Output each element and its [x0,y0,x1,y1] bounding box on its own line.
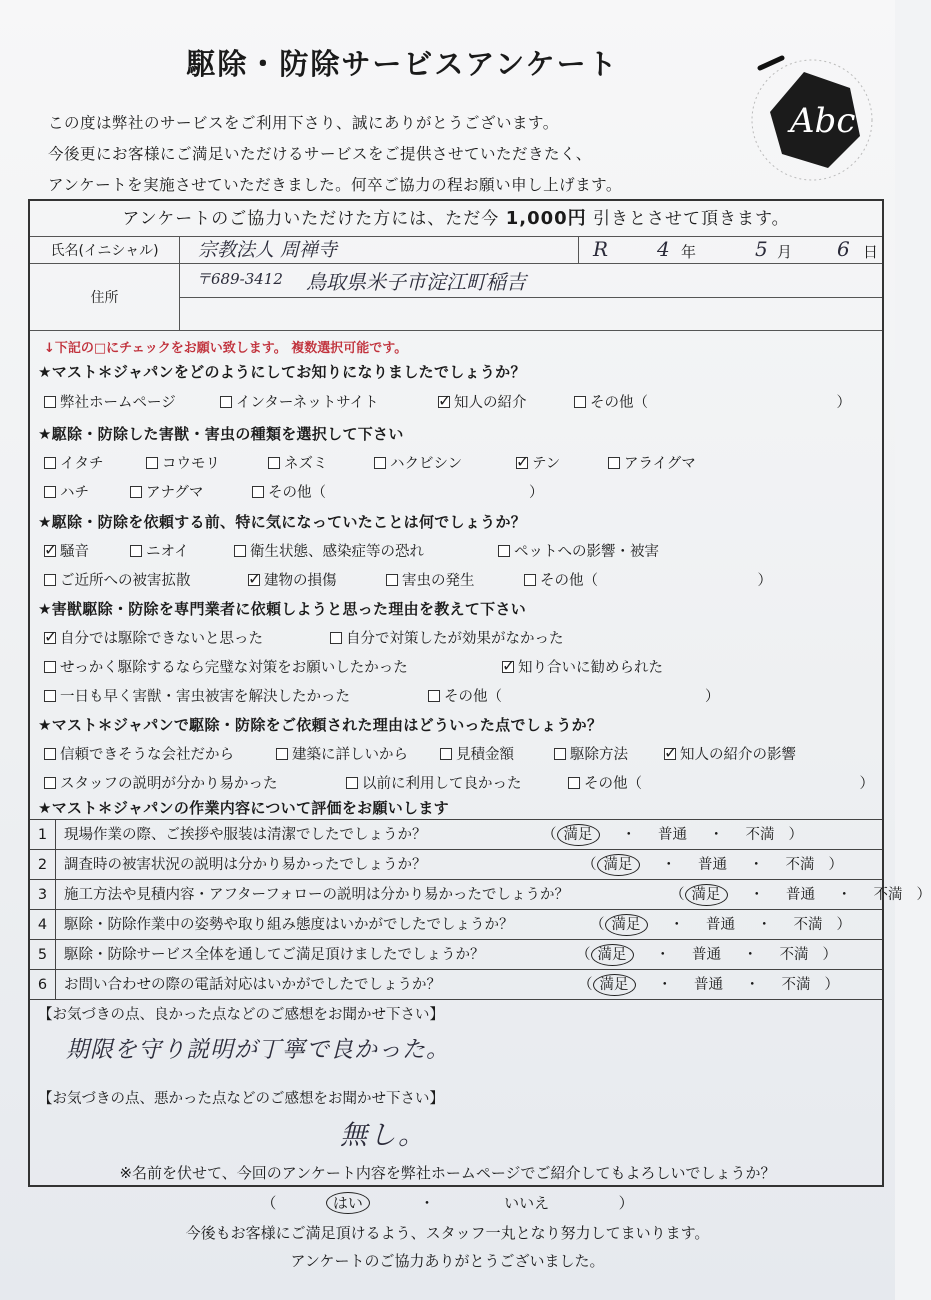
paren-open: （ [578,977,593,993]
checkbox-icon[interactable] [130,545,142,557]
date-era: R [593,237,609,261]
checkbox-icon[interactable] [130,486,142,498]
rating-neutral-option[interactable]: 普通 [698,857,727,873]
q4-option-6[interactable]: その他（ ） [428,685,720,706]
choice-separator: ・ [709,827,724,843]
evaluation-row [30,939,882,969]
question-3: ★駆除・防除を依頼する前、特に気になっていたことは何でしょうか？ [38,513,527,531]
q2-option-1[interactable]: イタチ [44,452,104,473]
intro-line-2: 今後更にお客様にご満足いただけるサービスをご提供させていただきたく、 [48,145,592,163]
paren-close: ） [828,857,843,873]
rating-dissatisfied-option[interactable]: 不満 [779,947,809,963]
address-label: 住所 [30,264,180,330]
checkbox-icon[interactable] [252,486,264,498]
evaluation-row [30,849,882,879]
q2-option-8[interactable]: アナグマ [130,481,203,502]
checkbox-checked-icon[interactable] [44,632,56,644]
name-field[interactable]: 宗教法人 周禅寺 [198,239,338,261]
evaluation-row-number: 2 [30,850,56,879]
page-title: 駆除・防除サービスアンケート [186,47,619,81]
discount-banner [30,201,882,237]
checkbox-icon[interactable] [568,777,580,789]
thanks-line-2: アンケートのご協力ありがとうございました。 [290,1252,605,1270]
q5-option-4[interactable]: 駆除方法 [554,743,628,764]
checkbox-checked-icon[interactable] [664,748,676,760]
rating-dissatisfied-option[interactable]: 不満 [745,827,775,843]
rating-dissatisfied-option[interactable]: 不満 [873,887,903,903]
survey-form [28,199,931,1187]
thanks-line-1: 今後もお客様にご満足頂けるよう、スタッフ一丸となり努力してまいります。 [185,1224,710,1242]
checkbox-icon[interactable] [574,396,586,408]
date-month-label: 月 [777,243,793,261]
evaluation-choices [576,940,837,970]
q5-option-3[interactable]: 見積金額 [440,743,514,764]
evaluation-choices [542,820,803,850]
date-year: 4 [657,237,670,261]
q1-option-4[interactable]: その他（ ） [574,391,851,412]
paren-open: （ [542,827,557,843]
name-label: 氏名(イニシャル) [30,237,180,263]
discount-text-after: 引きとさせて頂きます。 [593,209,790,229]
consent-yes-option[interactable]: はい [326,1192,370,1214]
checkbox-icon[interactable] [268,457,280,469]
paren-close: ） [824,977,839,993]
rating-neutral-option[interactable]: 普通 [658,827,687,843]
checkbox-icon[interactable] [44,748,56,760]
q1-option-3[interactable]: ✓ 知人の紹介 [438,391,527,412]
checkbox-icon[interactable] [44,486,56,498]
feedback-divider-top [30,999,882,1000]
checkbox-icon[interactable] [44,457,56,469]
choice-separator: ・ [669,917,684,933]
rating-dissatisfied-option[interactable]: 不満 [785,857,815,873]
company-logo [742,50,882,190]
evaluation-row-number: 3 [30,880,56,909]
evaluation-question: お問い合わせの際の電話対応はいかがでしたでしょうか？ [64,977,441,993]
paren-close: ） [822,947,837,963]
rating-satisfied-option[interactable]: 満足 [685,884,728,906]
choice-separator: ・ [749,887,764,903]
rating-neutral-option[interactable]: 普通 [786,887,815,903]
checkbox-icon[interactable] [440,748,452,760]
q2-option-2[interactable]: コウモリ [146,452,220,473]
date-year-label: 年 [681,243,697,261]
evaluation-row-number: 1 [30,820,56,849]
paren-close: ） [916,887,931,903]
choice-separator: ・ [743,947,758,963]
checkbox-icon[interactable] [386,574,398,586]
checkbox-checked-icon[interactable] [44,545,56,557]
checkbox-icon[interactable] [44,690,56,702]
checkbox-icon[interactable] [554,748,566,760]
q3-option-3[interactable]: 衛生状態、感染症等の恐れ [234,540,424,561]
date-month: 5 [755,237,768,261]
question-5: ★マスト＊ジャパンで駆除・防除をご依頼された理由はどういった点でしょうか？ [38,716,603,734]
rating-satisfied-option[interactable]: 満足 [605,914,648,936]
choice-separator: ・ [757,917,772,933]
question-1: ★マスト＊ジャパンをどのようにしてお知りになりましたでしょうか？ [38,363,526,381]
q2-option-4[interactable]: ハクビシン [374,452,462,473]
consent-question: ※名前を伏せて、今回のアンケート内容を弊社ホームページでご紹介してもよろしいでしょうか？ [119,1164,776,1182]
q5-option-8[interactable]: その他（ ） [568,772,874,793]
checkbox-checked-icon[interactable] [502,661,514,673]
check-notice: ↓下記の□にチェックをお願い致します。 複数選択可能です。 [44,341,408,356]
choice-separator: ・ [745,977,760,993]
logo-lettering: Abc [790,101,856,141]
q2-option-9[interactable]: その他（ ） [252,481,544,502]
intro-line-3: アンケートを実施させていただきました。何卒ご協力の程お願い申し上げます。 [48,176,622,194]
paren-open: （ [670,887,685,903]
evaluation-choices [582,850,843,880]
q4-option-5[interactable]: 一日も早く害獣・害虫被害を解決したかった [44,685,350,706]
paren-open: （ [582,857,597,873]
q2-option-5[interactable]: ✓ テン [516,452,560,473]
address-field[interactable]: 鳥取県米子市淀江町稲吉 [306,270,526,294]
zip-field[interactable]: 〒689-3412 [196,270,283,288]
checkbox-icon[interactable] [44,661,56,673]
q4-option-4[interactable]: ✓ 知り合いに勧められた [502,656,663,677]
checkbox-icon[interactable] [146,457,158,469]
evaluation-heading: ★マスト＊ジャパンの作業内容について評価をお願いします [38,799,449,817]
consent-no-option[interactable]: いいえ [504,1194,550,1212]
checkbox-checked-icon[interactable] [438,396,450,408]
q3-option-8[interactable]: その他（ ） [524,569,772,590]
q3-option-4[interactable]: ペットへの影響・被害 [498,540,659,561]
evaluation-row [30,819,882,849]
bad-feedback-field[interactable]: 無し。 [340,1120,427,1151]
good-feedback-field[interactable]: 期限を守り説明が丁寧で良かった。 [66,1037,450,1063]
date-day: 6 [837,237,850,261]
checkbox-icon[interactable] [276,748,288,760]
q4-option-3[interactable]: せっかく駆除するなら完璧な対策をお願いしたかった [44,656,408,677]
checkbox-icon[interactable] [374,457,386,469]
q2-option-6[interactable]: アライグマ [608,452,696,473]
evaluation-row [30,909,882,939]
rating-satisfied-option[interactable]: 満足 [597,854,640,876]
paren-close: ） [836,917,851,933]
evaluation-choices [670,880,931,910]
checkbox-icon[interactable] [346,777,358,789]
q4-option-1[interactable]: ✓自分では駆除できないと思った [44,627,263,648]
rating-neutral-option[interactable]: 普通 [694,977,723,993]
choice-separator: ・ [657,977,672,993]
q3-option-6[interactable]: ✓ 建物の損傷 [248,569,337,590]
question-4: ★害獣駆除・防除を専門業者に依頼しようと思った理由を教えて下さい [38,600,527,618]
checkbox-icon[interactable] [524,574,536,586]
choice-separator: ・ [661,857,676,873]
evaluation-choices [590,910,851,940]
discount-text-before: アンケートのご協力いただけた方には、ただ今 [122,209,500,229]
evaluation-row-number: 4 [30,910,56,939]
evaluation-row [30,969,882,999]
intro-line-1: この度は弊社のサービスをご利用下さり、誠にありがとうございます。 [48,114,559,132]
evaluation-choices [578,970,839,1000]
intro-text [48,108,622,201]
q3-option-7[interactable]: 害虫の発生 [386,569,475,590]
q5-option-7[interactable]: 以前に利用して良かった [346,772,522,793]
paren-open: （ [590,917,605,933]
checkbox-icon[interactable] [44,396,56,408]
checkbox-checked-icon[interactable] [516,457,528,469]
name-row [30,237,882,264]
choice-separator: ・ [749,857,764,873]
question-2: ★駆除・防除した害獣・害虫の種類を選択して下さい [38,425,404,443]
evaluation-row-number: 6 [30,970,56,999]
evaluation-row-number: 5 [30,940,56,969]
rating-neutral-option[interactable]: 普通 [692,947,721,963]
rating-dissatisfied-option[interactable]: 不満 [781,977,811,993]
paren-open: （ [576,947,591,963]
date-field[interactable] [578,237,884,263]
address-second-line [180,297,882,298]
checkbox-icon[interactable] [428,690,440,702]
q3-option-5[interactable]: ご近所への被害拡散 [44,569,191,590]
q5-option-6[interactable]: スタッフの説明が分かり易かった [44,772,278,793]
checkbox-icon[interactable] [44,574,56,586]
q5-option-5[interactable]: ✓ 知人の紹介の影響 [664,743,796,764]
q2-option-3[interactable]: ネズミ [268,452,328,473]
rating-neutral-option[interactable]: 普通 [706,917,735,933]
evaluation-question: 現場作業の際、ご挨拶や服装は清潔でしたでしょうか？ [64,827,427,843]
rating-satisfied-option[interactable]: 満足 [557,824,600,846]
checkbox-icon[interactable] [608,457,620,469]
consent-options: （ はい ・ いいえ ） [261,1194,634,1212]
evaluation-question: 調査時の被害状況の説明は分かり易かったでしょうか？ [64,857,427,873]
q5-option-1[interactable]: 信頼できそうな会社だから [44,743,234,764]
discount-amount: 1,000円 [505,208,587,229]
rating-satisfied-option[interactable]: 満足 [593,974,636,996]
evaluation-question: 施工方法や見積内容・アフターフォローの説明は分かり易かったでしょうか？ [64,887,570,903]
q3-option-1[interactable]: ✓騒音 [44,540,89,561]
q2-option-7[interactable]: ハチ [44,481,89,502]
q4-option-2[interactable]: 自分で対策したが効果がなかった [330,627,564,648]
date-day-label: 日 [863,243,879,261]
bad-feedback-label: 【お気づきの点、悪かった点などのご感想をお聞かせ下さい】 [38,1091,444,1107]
checkbox-icon[interactable] [330,632,342,644]
good-feedback-label: 【お気づきの点、良かった点などのご感想をお聞かせ下さい】 [38,1007,444,1023]
address-row [30,264,882,331]
evaluation-row [30,879,931,909]
checkbox-icon[interactable] [220,396,232,408]
checkbox-icon[interactable] [234,545,246,557]
checkbox-icon[interactable] [498,545,510,557]
q1-option-2[interactable]: インターネットサイト [220,391,379,412]
rating-satisfied-option[interactable]: 満足 [591,944,634,966]
evaluation-question: 駆除・防除サービス全体を通してご満足頂けましたでしょうか？ [64,947,485,963]
q3-option-2[interactable]: ニオイ [130,540,189,561]
q1-option-1[interactable]: 弊社ホームページ [44,391,176,412]
choice-separator: ・ [837,887,852,903]
checkbox-checked-icon[interactable] [248,574,260,586]
checkbox-icon[interactable] [44,777,56,789]
evaluation-question: 駆除・防除作業中の姿勢や取り組み態度はいかがでしたでしょうか？ [64,917,514,933]
q5-option-2[interactable]: 建築に詳しいから [276,743,408,764]
choice-separator: ・ [621,827,636,843]
rating-dissatisfied-option[interactable]: 不満 [793,917,823,933]
paren-close: ） [788,827,803,843]
choice-separator: ・ [655,947,670,963]
